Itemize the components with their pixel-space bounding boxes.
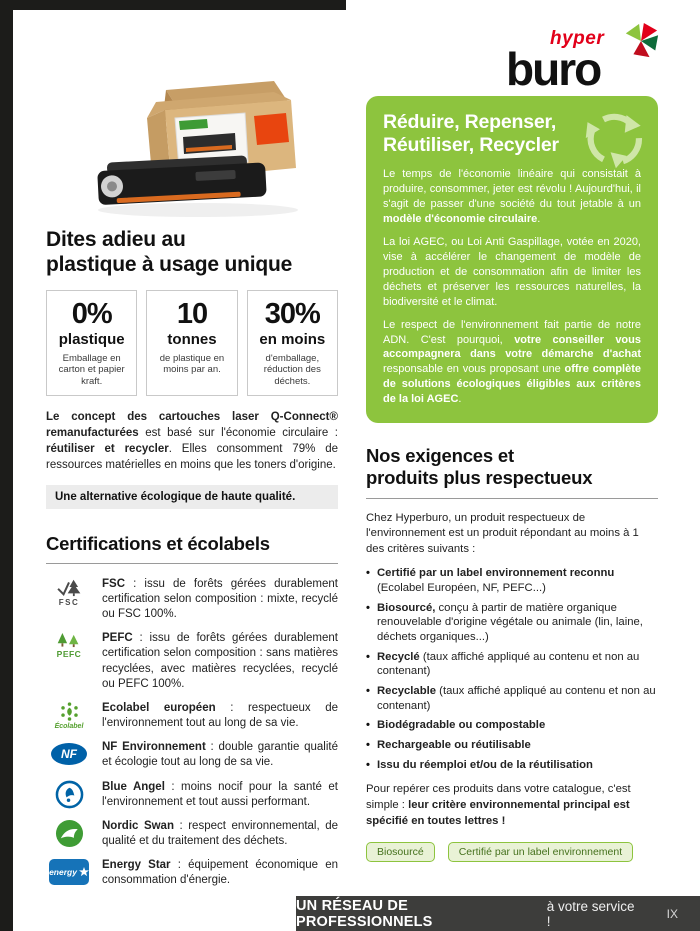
requirement-item-biosource: • Biosourcé, conçu à partir de matière organique renouvelable d'origine végétale ou animale (lin, laine, déchets organiques...): [366, 601, 658, 645]
cert-item-nf: [46, 740, 338, 770]
energy-star-logo-icon: [46, 858, 92, 886]
headline-line1: Dites adieu au: [46, 228, 186, 251]
swan-icon: [55, 819, 84, 848]
stat-card-plastique: [46, 290, 137, 397]
cert-desc: : équipement économique en consommation d'énergie.: [102, 859, 338, 887]
cert-item-blue-angel: [46, 780, 338, 810]
stat-label: en moins: [259, 330, 326, 348]
certifications-list: [46, 577, 338, 889]
stat-description: d'emballage, réduction des déchets.: [263, 352, 321, 388]
cert-desc: : moins nocif pour la santé et l'environnement et tout aussi performant.: [102, 780, 338, 808]
cert-item-nordic-swan: [46, 819, 338, 849]
cert-name: Blue Angel: [102, 780, 165, 793]
cert-desc: : issu de forêts gérées durablement certification selon composition : mixte, recyclé ou FSC 100%.: [102, 577, 338, 621]
footer-bar: [296, 896, 700, 931]
page-edge-top: [0, 0, 346, 10]
logo-hyper-text: hyper: [550, 28, 605, 49]
logo-buro-text: buro: [506, 43, 601, 95]
requirements-title: [366, 445, 658, 498]
cert-name: PEFC: [102, 632, 133, 645]
green-box-paragraph-2: La loi AGEC, ou Loi Anti Gaspillage, votée en 2020, vise à accélérer le changement de modèle de production et de consommation afin de limiter les déchets et préserver les ressources naturelles, la biodiversité et le climat.: [383, 235, 641, 308]
green-box-title: [383, 111, 588, 157]
requirement-item-reemploi: • Issu du réemploi et/ou de la réutilisation: [366, 758, 658, 773]
green-box-title-line1: Réduire, Repenser,: [383, 111, 557, 133]
cert-desc: : issu de forêts gérées durablement certification selon composition : sans matières recyclées, avec matières recyclées, recyclé ou PEFC 100%.: [102, 632, 338, 690]
cert-description: [102, 819, 338, 849]
requirement-item-biodegradable: • Biodégradable ou compostable: [366, 718, 658, 733]
footer-slogan-regular: à votre service !: [546, 898, 635, 929]
nordic-swan-logo-icon: [46, 819, 92, 848]
cert-desc: : double garantie qualité et écologie tout au long de sa vie.: [102, 741, 338, 769]
headline: [46, 228, 338, 278]
eco-badges-row: [366, 842, 658, 862]
pefc-trees-icon: [54, 632, 84, 648]
stat-label: tonnes: [167, 330, 217, 348]
cert-item-energy-star: [46, 858, 338, 888]
cert-name: Nordic Swan: [102, 819, 174, 832]
blue-angel-logo-icon: [46, 780, 92, 809]
energy-star-label: energy: [49, 867, 77, 878]
requirements-intro: Chez Hyperburo, un produit respectueux de l'environnement est un produit répondant au moins à 1 des critères suivants :: [366, 511, 639, 555]
cert-description: [102, 631, 338, 692]
cert-description: [102, 577, 338, 623]
cert-name: Ecolabel européen: [102, 701, 216, 714]
requirement-item-recycle: • Recyclé (taux affiché appliqué au contenu et non au contenant): [366, 650, 658, 679]
stat-value: 10: [176, 297, 208, 330]
star-icon: [79, 867, 89, 877]
fsc-logo-icon: [46, 577, 92, 607]
cert-description: [102, 858, 338, 888]
certifications-title: Certifications et écolabels: [46, 533, 338, 564]
nf-environnement-logo-icon: [46, 740, 92, 768]
blue-angel-ring-icon: [55, 780, 84, 809]
nf-label: NF: [61, 747, 77, 762]
page-edge-left: [0, 0, 13, 931]
eco-badge-biosource: Biosourcé: [366, 842, 435, 862]
cert-description: [102, 701, 338, 731]
requirement-item-rechargeable: • Rechargeable ou réutilisable: [366, 738, 658, 753]
cert-item-fsc: [46, 577, 338, 623]
stat-description: de plastique en moins par an.: [159, 352, 225, 376]
green-box-paragraph-3: Le respect de l'environnement fait partie de notre ADN. C'est pourquoi, votre conseiller vous accompagnera dans votre démarche d'achat responsable en vous proposant une offre complète de solutions écologiques éligibles aux critères de la loi AGEC.: [383, 318, 641, 406]
hyperburo-logo: [506, 28, 656, 95]
stat-description: Emballage en carton et papier kraft.: [58, 352, 125, 388]
pefc-logo-icon: [46, 631, 92, 659]
energy-star-badge: [49, 859, 89, 885]
cert-item-pefc: [46, 631, 338, 692]
requirement-item-recyclable: • Recyclable (taux affiché appliqué au contenu et non au contenant): [366, 684, 658, 713]
pefc-label: PEFC: [56, 648, 82, 659]
stat-card-en-moins: [247, 290, 338, 397]
cert-desc: : respectueux de l'environnement tout au long de sa vie.: [102, 701, 338, 730]
cert-item-ecolabel: [46, 701, 338, 731]
requirements-section: [366, 445, 658, 862]
requirements-list: [366, 566, 658, 772]
requirement-item-label: • Certifié par un label environnement reconnu (Ecolabel Européen, NF, PEFC...): [366, 566, 658, 595]
concept-paragraph: Le concept des cartouches laser Q-Connect® remanufacturées est basé sur l'économie circulaire : réutiliser et recycler. Elles consomment 79% de ressources matérielles en moins que les toners d'origine.: [46, 411, 338, 472]
cert-name: FSC: [102, 577, 125, 590]
eu-ecolabel-logo-icon: [46, 701, 92, 730]
page-number: IX: [666, 906, 678, 921]
stat-value: 30%: [264, 297, 320, 330]
logo-pinwheel-icon: [622, 22, 660, 60]
stat-label: plastique: [58, 330, 125, 348]
fsc-tree-check-icon: [55, 577, 83, 597]
requirements-note: Pour repérer ces produits dans votre catalogue, c'est simple : leur critère environnemental principal est spécifié en toutes lettres !: [366, 783, 631, 827]
requirements-title-line2: produits plus respectueux: [366, 467, 593, 489]
stat-card-tonnes: [146, 290, 237, 397]
footer-slogan-bold: UN RÉSEAU DE PROFESSIONNELS: [296, 897, 433, 930]
left-column: [46, 74, 338, 898]
cert-desc: : respect environnemental, de qualité et du traitement des déchets.: [102, 819, 338, 848]
headline-line2: plastique à usage unique: [46, 252, 293, 276]
recycle-arrows-icon: [584, 108, 646, 170]
cert-description: [102, 780, 338, 810]
stat-row: [46, 290, 338, 397]
alternative-banner: Une alternative écologique de haute qualité.: [46, 485, 338, 509]
cert-name: NF Environnement: [102, 741, 206, 754]
nf-oval: [51, 743, 87, 765]
green-info-box: [366, 96, 658, 423]
ecolabel-label: Écolabel: [54, 722, 84, 730]
product-photo: [46, 74, 336, 222]
cert-name: Energy Star: [102, 859, 171, 872]
eco-badge-label-env: Certifié par un label environnement: [448, 842, 633, 862]
fsc-label: FSC: [58, 597, 80, 607]
ecolabel-flower-icon: [59, 701, 80, 722]
stat-value: 0%: [71, 297, 112, 330]
cert-description: [102, 740, 338, 770]
green-box-paragraph-1: Le temps de l'économie linéaire qui consistait à produire, consommer, jeter est révolu ! Aujourd'hui, il s'agit de passer d'une société du tout jetable à un modèle d'économie circulaire.: [383, 168, 641, 225]
green-box-title-line2: Réutiliser, Recycler: [383, 134, 559, 156]
right-column: [366, 96, 658, 862]
requirements-title-line1: Nos exigences et: [366, 445, 514, 467]
